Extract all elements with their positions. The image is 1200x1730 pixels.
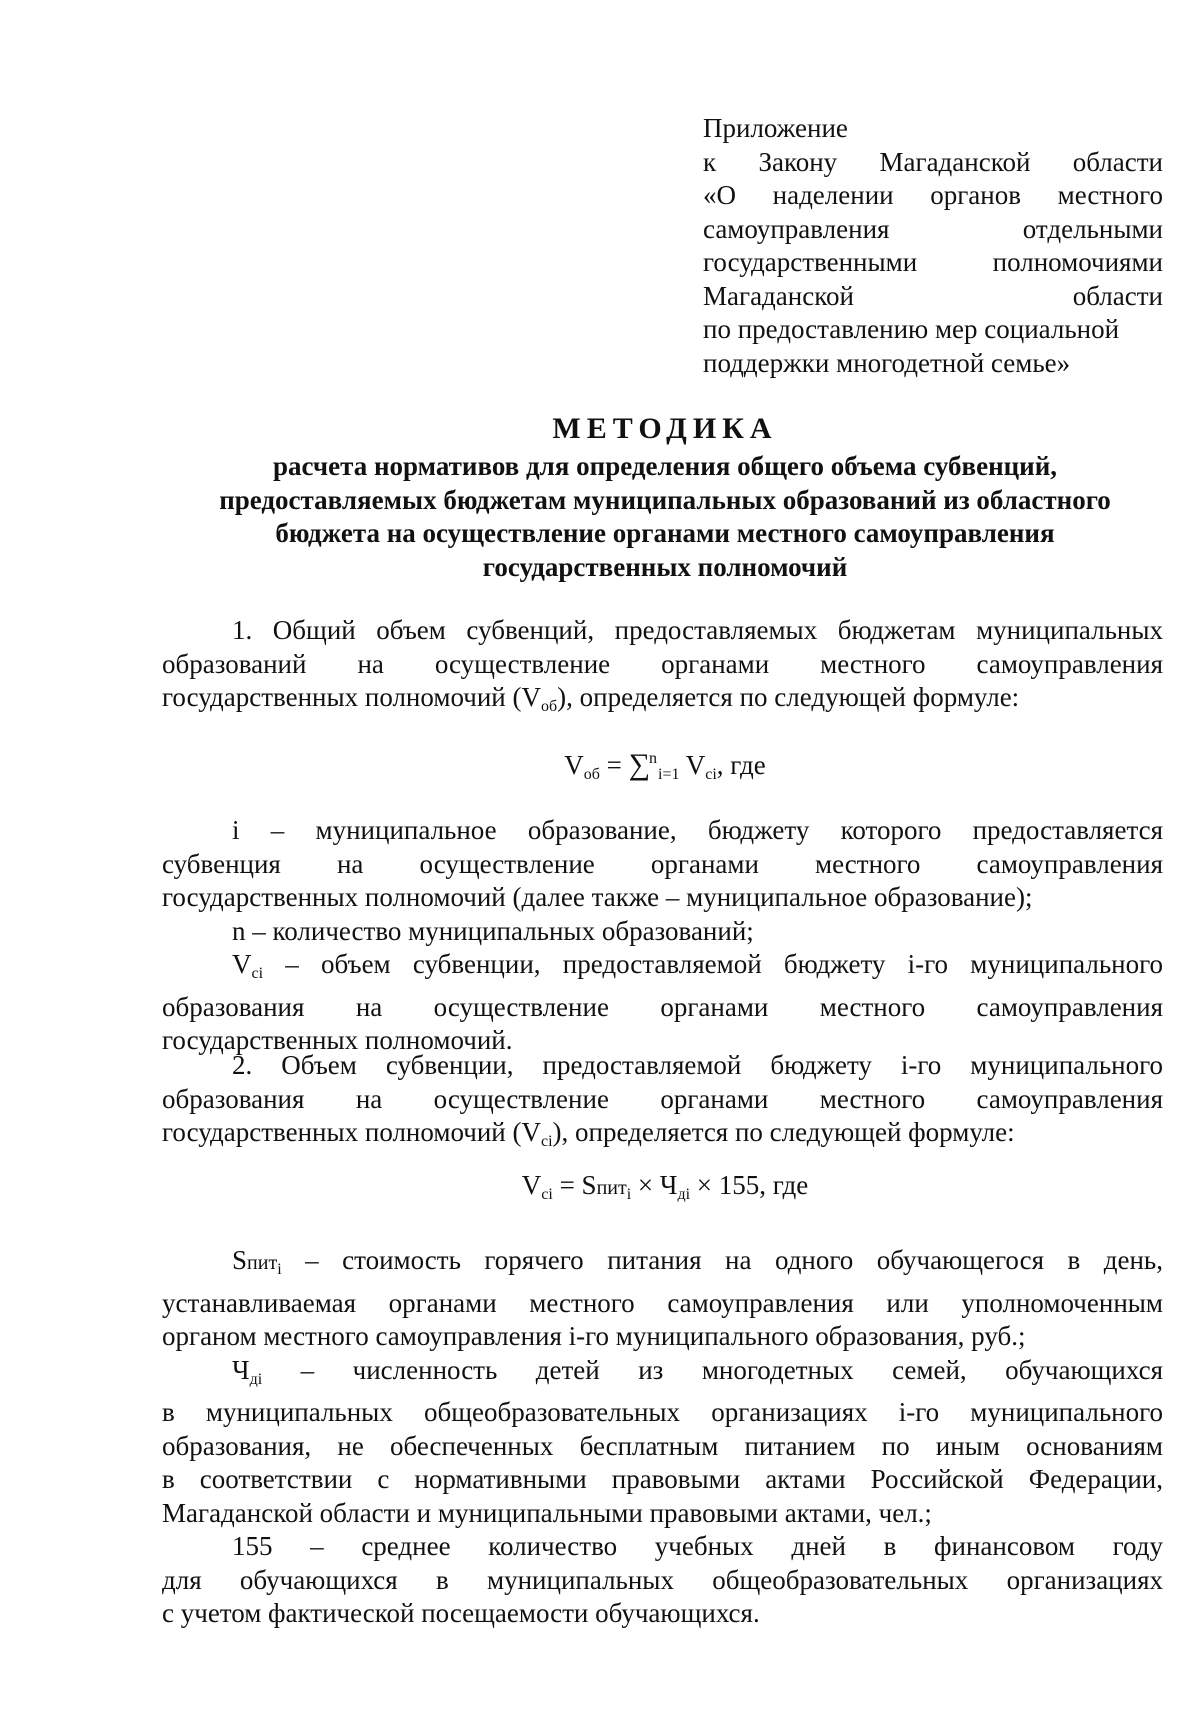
definitions-1 bbox=[162, 814, 1163, 1058]
definition-line: $V_{ci}$ – объем субвенции, предоставляемой бюджету i-го муниципального bbox=[232, 949, 1163, 982]
appendix-line: «О наделении органов местного bbox=[703, 180, 1163, 210]
paragraph-line: образования на осуществление органами местного самоуправления bbox=[162, 1083, 1163, 1114]
definition-line: устанавливаемая органами местного самоуправления или уполномоченным bbox=[162, 1287, 1163, 1318]
formula-symbol: $V_{об}$ bbox=[564, 750, 600, 783]
definition-line: органом местного самоуправления i-го муниципального образования, руб.; bbox=[162, 1321, 1026, 1351]
definition-line: субвенция на осуществление органами местного самоуправления bbox=[162, 848, 1163, 879]
document-subtitle bbox=[150, 450, 1180, 584]
appendix-line: к Закону Магаданской области bbox=[703, 146, 1163, 177]
appendix-line: государственными полномочиями bbox=[703, 247, 1163, 277]
paragraph-line: государственных полномочий $(V_{ci})$, определяется по следующей формуле: bbox=[162, 1117, 1015, 1150]
sum-sign: ∑ bbox=[628, 748, 651, 781]
definition-line: в муниципальных общеобразовательных организациях i-го муниципального bbox=[162, 1397, 1163, 1427]
paragraph-line: 1. Общий объем субвенций, предоставляемых бюджетам муниципальных bbox=[232, 615, 1163, 645]
paragraph-line: государственных полномочий $(V_{об})$, определяется по следующей формуле: bbox=[162, 682, 1020, 715]
subtitle-line: бюджета на осуществление органами местного самоуправления bbox=[275, 518, 1055, 548]
appendix-line: по предоставлению мер социальной bbox=[703, 314, 1120, 344]
document-title: МЕТОДИКА bbox=[552, 412, 778, 445]
definition-line: для обучающихся в муниципальных общеобразовательных организациях bbox=[162, 1564, 1163, 1595]
definition-line: n – количество муниципальных образований; bbox=[232, 915, 754, 946]
subtitle-line: предоставляемых бюджетам муниципальных образований из областного bbox=[219, 484, 1111, 515]
definition-line: с учетом фактической посещаемости обучающихся. bbox=[162, 1598, 760, 1628]
definition-line: образования, не обеспеченных бесплатным питанием по иным основаниям bbox=[162, 1430, 1163, 1461]
appendix-line: Магаданской области bbox=[703, 280, 1163, 311]
appendix-header bbox=[703, 112, 1163, 380]
formula-total-subvention: $V_{об} = \sum^n_{i=1}$ $V_{ci}$, где bbox=[564, 748, 766, 783]
definition-line: 155 – среднее количество учебных дней в финансовом году bbox=[232, 1531, 1163, 1561]
subtitle-line: государственных полномочий bbox=[482, 551, 848, 582]
appendix-line: самоуправления отдельными bbox=[703, 213, 1163, 244]
definition-line: в соответствии с нормативными правовыми актами Российской Федерации, bbox=[162, 1464, 1163, 1494]
paragraph-line: образований на осуществление органами местного самоуправления bbox=[162, 648, 1163, 679]
formula-municipal-subvention: $V_{ci}$ = Sпит$_i$ × $Ч_{дi} \times 155$, где bbox=[521, 1170, 809, 1203]
definition-line: государственных полномочий (далее также – муниципальное образование); bbox=[162, 882, 1033, 912]
definition-line: Sпит$_i$ – стоимость горячего питания на одного обучающегося в день, bbox=[232, 1245, 1163, 1278]
definition-line: Магаданской области и муниципальными правовыми актами, чел.; bbox=[162, 1497, 932, 1528]
paragraph-1 bbox=[162, 614, 1163, 724]
definition-line: $Ч_{дi}$ – численность детей из многодетных семей, обучающихся bbox=[232, 1354, 1163, 1388]
paragraph-2 bbox=[162, 1049, 1163, 1159]
appendix-line: Приложение bbox=[703, 113, 848, 143]
definition-line: образования на осуществление органами местного самоуправления bbox=[162, 991, 1163, 1022]
definitions-2 bbox=[162, 1244, 1163, 1631]
paragraph-line: 2. Объем субвенции, предоставляемой бюджету i-го муниципального bbox=[232, 1050, 1163, 1080]
subtitle-line: расчета нормативов для определения общего объема субвенций, bbox=[272, 451, 1058, 481]
appendix-line: поддержки многодетной семье» bbox=[703, 347, 1071, 378]
definition-line: государственных полномочий. bbox=[162, 1025, 513, 1055]
definition-line: i – муниципальное образование, бюджету которого предоставляется bbox=[232, 815, 1163, 845]
